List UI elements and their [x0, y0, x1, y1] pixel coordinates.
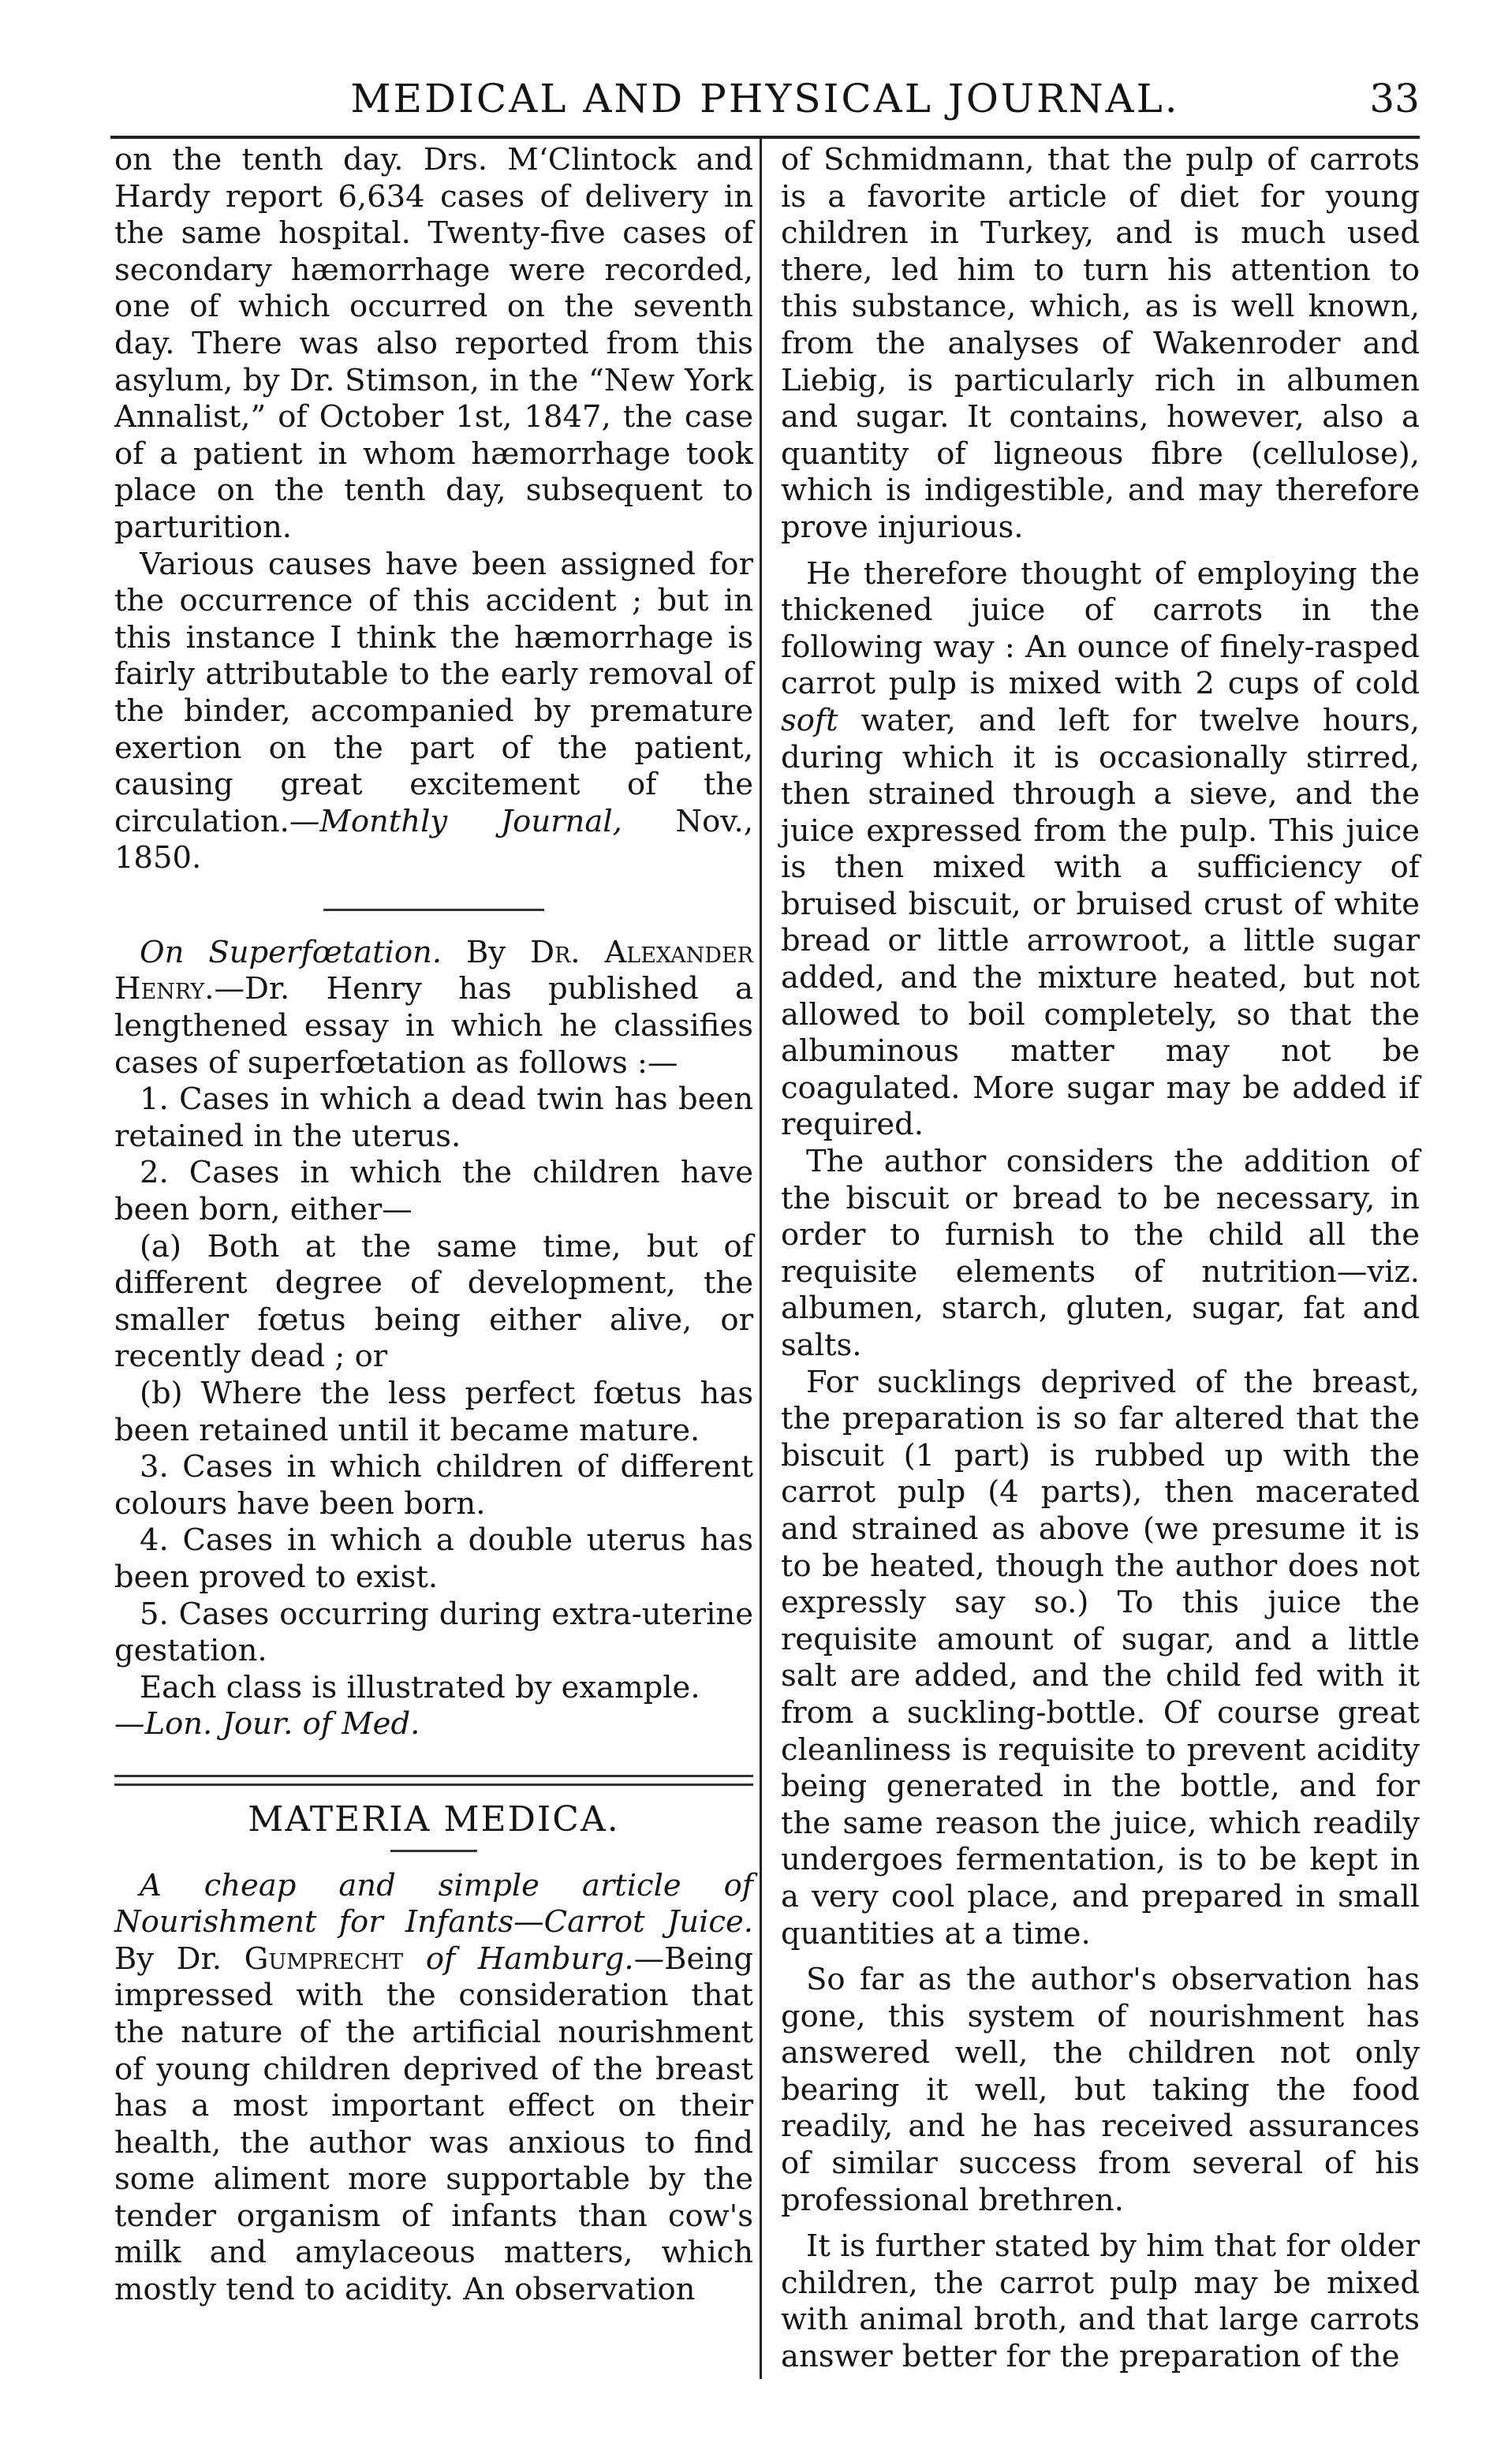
paragraph: It is further stated by him that for older children, the carrot pulp may be mixed with animal broth, and that large carrots answer better for the preparation of the	[781, 2228, 1420, 2375]
section-heading: MATERIA MEDICA.	[248, 1798, 620, 1840]
list-item: (a) Both at the same time, but of different degree of development, the smaller fœtus being either alive, or recently dead ; or	[114, 1228, 753, 1375]
byline-text: By Dr.	[114, 1940, 245, 1977]
list-item: (b) Where the less perfect fœtus has been retained until it became mature.	[114, 1376, 753, 1448]
paragraph: The author considers the addition of the biscuit or bread to be necessary, in order to furnish to the child all the requisite elements of nutrition—viz. albumen, starch, gluten, sugar, fat and salts.	[781, 1144, 1420, 1363]
column-divider	[760, 139, 762, 2379]
article-intro-text: —Being impressed with the consideration that the nature of the artificial nourishment of young children deprived of the breast has a most important effect on their health, the author was anxious to find some aliment more supportable by the tender organism of infants than cow's milk and amylaceous matters, which mostly tend to acidity. An observation	[114, 1940, 753, 2308]
list-item: 4. Cases in which a double uterus has been proved to exist.	[114, 1522, 753, 1595]
running-header	[110, 69, 1420, 133]
paragraph-text: He therefore thought of employing the thickened juice of carrots in the following way : An ounce of finely-rasped carrot pulp is mixed with 2 cups of cold	[781, 555, 1420, 702]
paragraph: For sucklings deprived of the breast, the preparation is so far altered that the biscuit (1 part) is rubbed up with the carrot pulp (4 parts), then macerated and strained as above (we presume it is to be heated, though the author does not expressly say so.) To this juice the requisite amount of sugar, and a little salt are added, and the child fed with it from a suckling-bottle. Of course great cleanliness is requisite to prevent acidity being generated in the bottle, and for the same reason the juice, which readily undergoes fermentation, is to be kept in a very cool place, and prepared in small quantities at a time.	[781, 1364, 1420, 1952]
paragraph: So far as the author's observation has gone, this system of nourishment has answered well, the children not only bearing it well, but taking the food readily, and he has received assurances of similar success from several of his professional brethren.	[781, 1962, 1420, 2218]
header-rule	[110, 136, 1420, 139]
page-number: 33	[1369, 76, 1420, 121]
article-intro	[114, 1868, 753, 2309]
article-source	[114, 1706, 753, 1743]
paragraph: of Schmidmann, that the pulp of carrots is a favorite article of diet for young children in Turkey, and is much used there, led him to turn his attention to this substance, which, as is well known, from the analyses of Wakenroder and Liebig, is particularly rich in albumen and sugar. It contains, however, also a quantity of ligneous fibre (cellulose), which is indigestible, and may therefore prove injurious.	[781, 142, 1420, 545]
paragraph: on the tenth day. Drs. M‘Clintock and Hardy report 6,634 cases of delivery in the same hospital. Twenty-five cases of secondary hæmorrhage were recorded, one of which occurred on the seventh day. There was also reported from this asylum, by Dr. Stimson, in the “New York Annalist,” of October 1st, 1847, the case of a patient in whom hæmorrhage took place on the tenth day, subsequent to parturition.	[114, 142, 753, 545]
section-rule	[323, 909, 544, 911]
article-title: A cheap and simple article of Nourishment for Infants—Carrot Juice.	[114, 1867, 753, 1940]
paragraph-text: Various causes have been assigned for the occurrence of this accident ; but in this instance I think the hæmorrhage is fairly attributable to the early removal of the binder, accompanied by premature exertion on the part of the patient, causing great excitement of the circulation.—	[114, 546, 753, 839]
list-item: 3. Cases in which children of different colours have been born.	[114, 1449, 753, 1522]
article-author: Gumprecht	[244, 1940, 404, 1977]
author-location: of Hamburg.	[403, 1940, 634, 1977]
emphasis-soft: soft	[781, 702, 838, 738]
double-rule-top	[114, 1775, 753, 1777]
right-column	[781, 142, 1420, 2376]
list-item: 2. Cases in which the children have been born, either—	[114, 1155, 753, 1228]
article-author: Dr. Alexander Henry.	[114, 934, 753, 1007]
paragraph	[781, 556, 1420, 1145]
list-item: 1. Cases in which a dead twin has been retained in the uterus.	[114, 1081, 753, 1154]
byline-text: By	[442, 934, 531, 970]
closing-text: Each class is illustrated by example.	[140, 1669, 700, 1705]
left-column	[114, 142, 753, 2309]
article-intro	[114, 935, 753, 1081]
paragraph	[114, 547, 753, 877]
journal-title: MEDICAL AND PHYSICAL JOURNAL.	[350, 76, 1180, 121]
source-journal: Monthly Journal,	[319, 803, 622, 839]
heading-rule	[390, 1850, 477, 1852]
article-intro-text: —Dr. Henry has published a lengthened essay in which he classifies cases of superfœtation as follows :—	[114, 971, 753, 1081]
source-citation: —Lon. Jour. of Med.	[114, 1706, 420, 1742]
double-rule-bottom	[114, 1783, 753, 1786]
paragraph-text: water, and left for twelve hours, during which it is occasionally stirred, then strained through a sieve, and the juice expressed from the pulp. This juice is then mixed with a sufficiency of bruised biscuit, or bruised crust of white bread or little arrowroot, a little sugar added, and the mixture heated, but not allowed to boil completely, so that the albuminous matter may not be coagulated. More sugar may be added if required.	[781, 702, 1420, 1143]
list-item: 5. Cases occurring during extra-uterine gestation.	[114, 1596, 753, 1669]
source-date: Nov., 1850.	[114, 803, 753, 876]
article-title: On Superfœtation.	[140, 934, 442, 970]
